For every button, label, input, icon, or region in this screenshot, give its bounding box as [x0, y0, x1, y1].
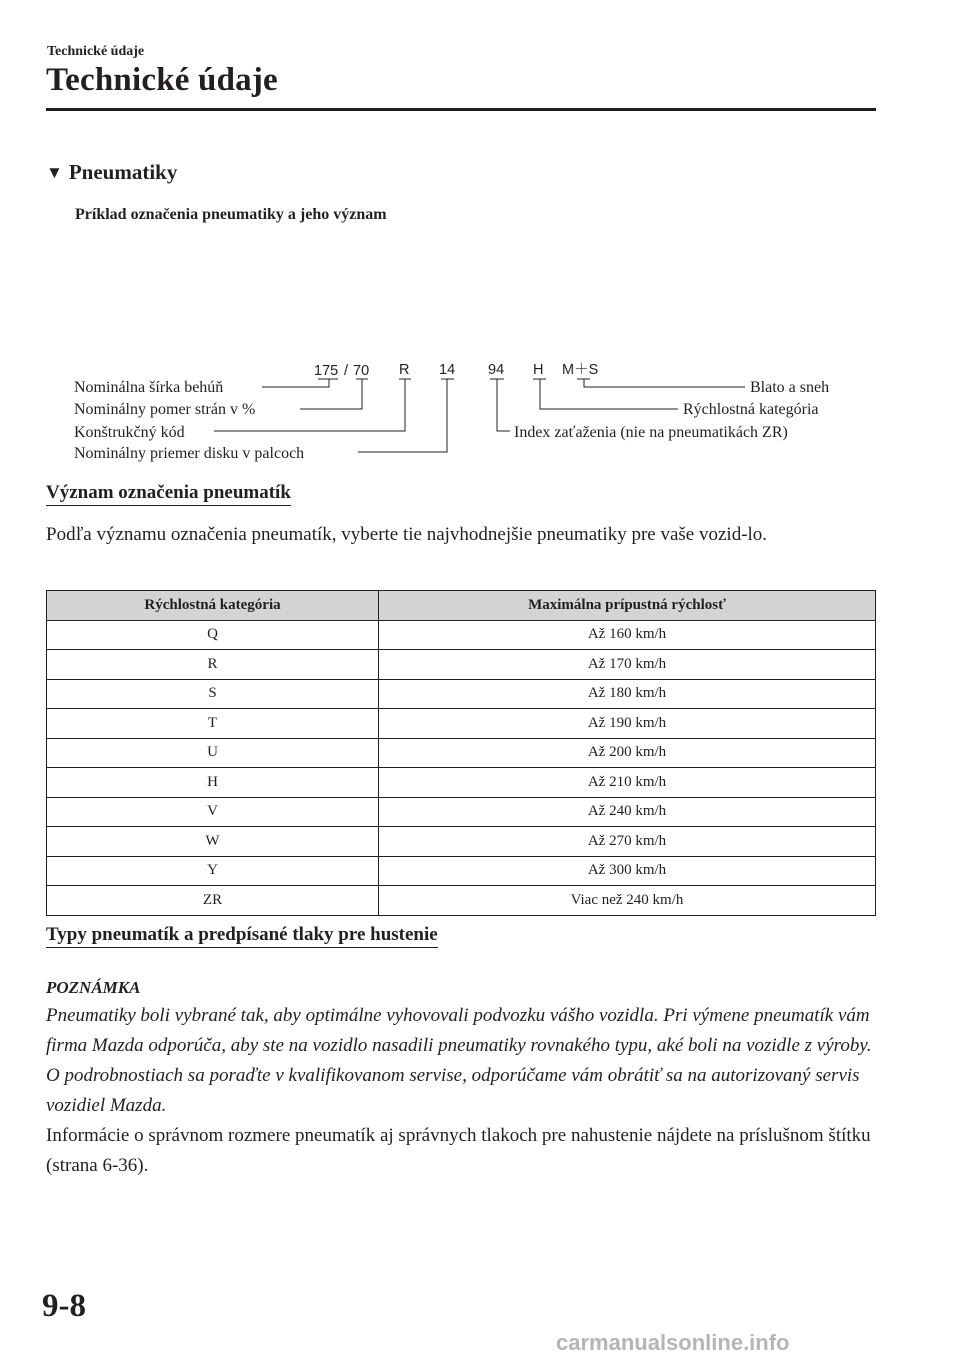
- speed-category-cell: T: [47, 709, 379, 739]
- max-speed-cell: Až 170 km/h: [379, 650, 876, 680]
- code-load: 94: [488, 362, 505, 378]
- code-width: 175: [314, 363, 339, 379]
- column-header-category: Rýchlostná kategória: [47, 591, 379, 621]
- meaning-text: Podľa významu označenia pneumatík, vyberte tie najvhodnejšie pneumatiky pre vaše vozid-lo.: [46, 524, 768, 545]
- running-header: Technické údaje: [47, 44, 145, 59]
- label-speed-category: Rýchlostná kategória: [683, 401, 819, 418]
- speed-category-cell: W: [47, 827, 379, 857]
- max-speed-cell: Až 240 km/h: [379, 797, 876, 827]
- speed-category-cell: Q: [47, 620, 379, 650]
- leader-ratio: [300, 379, 362, 409]
- max-speed-cell: Až 180 km/h: [379, 679, 876, 709]
- section-title-text: Pneumatiky: [68, 160, 178, 184]
- code-ratio: 70: [353, 363, 370, 379]
- code-mud-snow: M＋S: [562, 362, 599, 378]
- table-row: [47, 768, 876, 798]
- page-title: Technické údaje: [46, 62, 278, 98]
- note-text: Pneumatiky boli vybrané tak, aby optimálne vyhovovali podvozku vášho vozidla. Pri výmene pneumatík vám firma Mazda odporúča, aby ste na vozidlo nasadili pneumatiky rovnakého typu, aké boli na vozidle z výroby. O podrobnostiach sa poraďte v kvalifikovanom servise, odporúčame vám obrátiť sa na autorizovaný servis vozidiel Mazda.: [46, 1005, 872, 1116]
- table-row: [47, 856, 876, 886]
- table-header-row: [47, 591, 876, 621]
- label-mud-snow: Blato a sneh: [750, 379, 830, 396]
- column-header-max-speed: Maximálna prípustná rýchlosť: [379, 591, 876, 621]
- leader-mud-snow: [584, 379, 745, 387]
- max-speed-cell: Až 190 km/h: [379, 709, 876, 739]
- tyre-marking-diagram: [0, 0, 960, 480]
- meaning-heading: Význam označenia pneumatík: [46, 482, 291, 506]
- table-row: [47, 709, 876, 739]
- code-construction: R: [399, 362, 410, 378]
- code-rim: 14: [439, 362, 456, 378]
- code-slash: /: [344, 363, 349, 379]
- max-speed-cell: Až 160 km/h: [379, 620, 876, 650]
- label-rim: Nominálny priemer disku v palcoch: [74, 445, 305, 462]
- table-row: [47, 650, 876, 680]
- page-number: 9-8: [42, 1288, 86, 1324]
- label-ratio: Nominálny pomer strán v %: [74, 401, 256, 418]
- table-row: [47, 797, 876, 827]
- speed-category-cell: Y: [47, 856, 379, 886]
- leader-load: [497, 379, 510, 431]
- code-speed: H: [533, 362, 544, 378]
- leader-rim: [358, 379, 447, 452]
- leader-speed: [540, 379, 678, 409]
- max-speed-cell: Až 200 km/h: [379, 738, 876, 768]
- table-row: [47, 827, 876, 857]
- max-speed-cell: Až 210 km/h: [379, 768, 876, 798]
- types-heading: Typy pneumatík a predpísané tlaky pre hustenie: [46, 924, 438, 948]
- speed-category-table: [46, 590, 876, 916]
- label-construction: Konštrukčný kód: [74, 424, 185, 441]
- label-load-index: Index zaťaženia (nie na pneumatikách ZR): [514, 424, 788, 441]
- triangle-marker-icon: ▼: [46, 163, 63, 182]
- info-text: Informácie o správnom rozmere pneumatík aj správnych tlakoch pre nahustenie nájdete na príslušnom štítku (strana 6-36).: [46, 1125, 871, 1176]
- speed-category-cell: U: [47, 738, 379, 768]
- speed-category-cell: S: [47, 679, 379, 709]
- leader-width: [262, 379, 329, 387]
- table-row: [47, 738, 876, 768]
- speed-category-cell: ZR: [47, 886, 379, 916]
- max-speed-cell: Až 300 km/h: [379, 856, 876, 886]
- label-width: Nominálna šírka behúň: [74, 379, 224, 396]
- max-speed-cell: Až 270 km/h: [379, 827, 876, 857]
- max-speed-cell: Viac než 240 km/h: [379, 886, 876, 916]
- table-row: [47, 620, 876, 650]
- note-label: POZNÁMKA: [46, 978, 141, 997]
- example-heading: Príklad označenia pneumatiky a jeho význam: [75, 206, 387, 223]
- speed-category-cell: H: [47, 768, 379, 798]
- table-row: [47, 679, 876, 709]
- watermark: carmanualsonline.info: [556, 1330, 790, 1355]
- speed-category-cell: V: [47, 797, 379, 827]
- table-row: [47, 886, 876, 916]
- speed-category-cell: R: [47, 650, 379, 680]
